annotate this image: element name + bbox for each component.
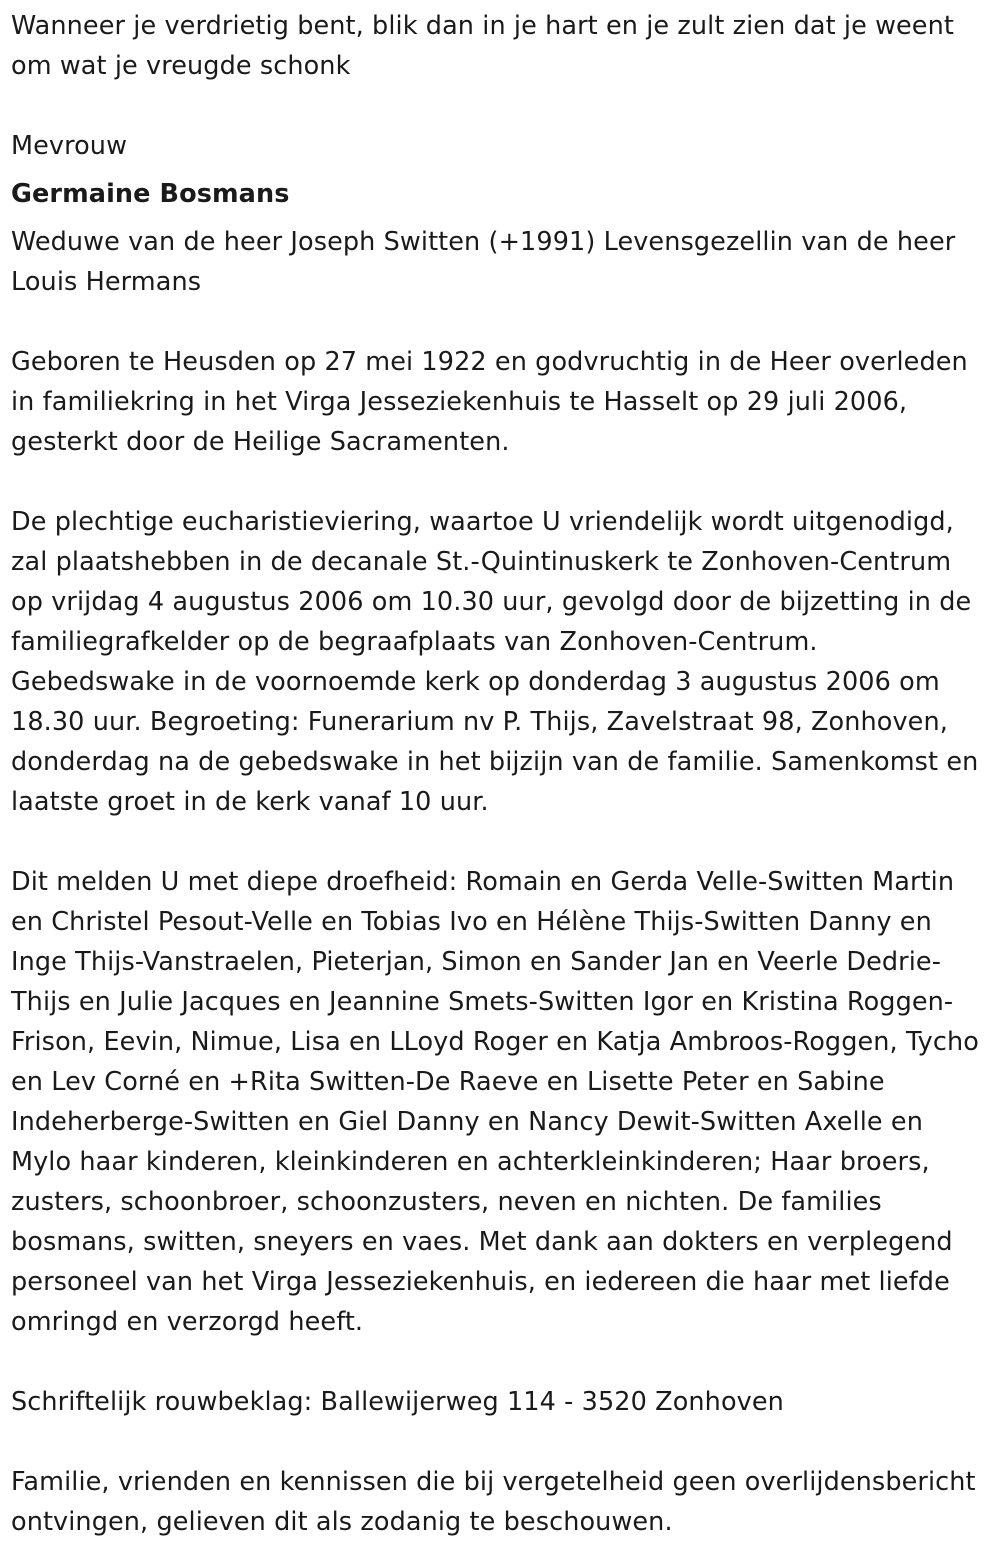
family-paragraph: Dit melden U met diepe droefheid: Romain en Gerda Velle-Switten Martin en Christel Pesout-Velle en Tobias Ivo en Hélène Thijs-Switten Danny en Inge Thijs-Vanstraelen, Pieterjan, Simon en Sander Jan en Veerle Dedrie-Thijs en Julie Jacques en Jeannine Smets-Switten Igor en Kristina Roggen-Frison, Eevin, Nimue, Lisa en LLoyd Roger en Katja Ambroos-Roggen, Tycho en Lev Corné en +Rita Switten-De Raeve en Lisette Peter en Sabine Indeherberge-Switten en Giel Danny en Nancy Dewit-Switten Axelle en Mylo haar kinderen, kleinkinderen en achterkleinkinderen; Haar broers, zusters, schoonbroer, schoonzusters, neven en nichten. De families bosmans, switten, sneyers en vaes. Met dank aan dokters en verplegend personeel van het Virga Jesseziekenhuis, en iedereen die haar met liefde omringd en verzorgd heeft.: [11, 867, 979, 1337]
relation-text: Weduwe van de heer Joseph Switten (+1991) Levensgezellin van de heer Louis Hermans: [11, 227, 956, 297]
motto-text: Wanneer je verdrietig bent, blik dan in je hart en je zult zien dat je weent om wat je vreugde schonk: [11, 11, 954, 81]
ceremony-paragraph: De plechtige eucharistieviering, waartoe U vriendelijk wordt uitgenodigd, zal plaatshebben in de decanale St.-Quintinuskerk te Zonhoven-Centrum op vrijdag 4 augustus 2006 om 10.30 uur, gevolgd door de bijzetting in de familiegrafkelder op de begraafplaats van Zonhoven-Centrum. Gebedswake in de voornoemde kerk op donderdag 3 augustus 2006 om 18.30 uur. Begroeting: Funerarium nv P. Thijs, Zavelstraat 98, Zonhoven, donderdag na de gebedswake in het bijzijn van de familie. Samenkomst en laatste groet in de kerk vanaf 10 uur.: [11, 507, 979, 817]
birth-death-paragraph: Geboren te Heusden op 27 mei 1922 en godvruchtig in de Heer overleden in familiekring in het Virga Jesseziekenhuis te Hasselt op 29 juli 2006, gesterkt door de Heilige Sacramenten.: [11, 347, 968, 457]
deceased-name: Germaine Bosmans: [11, 179, 290, 209]
condolence-address: Schriftelijk rouwbeklag: Ballewijerweg 114 - 3520 Zonhoven: [11, 1387, 784, 1417]
honorific-title: Mevrouw: [11, 131, 128, 161]
closing-paragraph: Familie, vrienden en kennissen die bij vergetelheid geen overlijdensbericht ontvingen, gelieven dit als zodanig te beschouwen.: [11, 1467, 976, 1537]
